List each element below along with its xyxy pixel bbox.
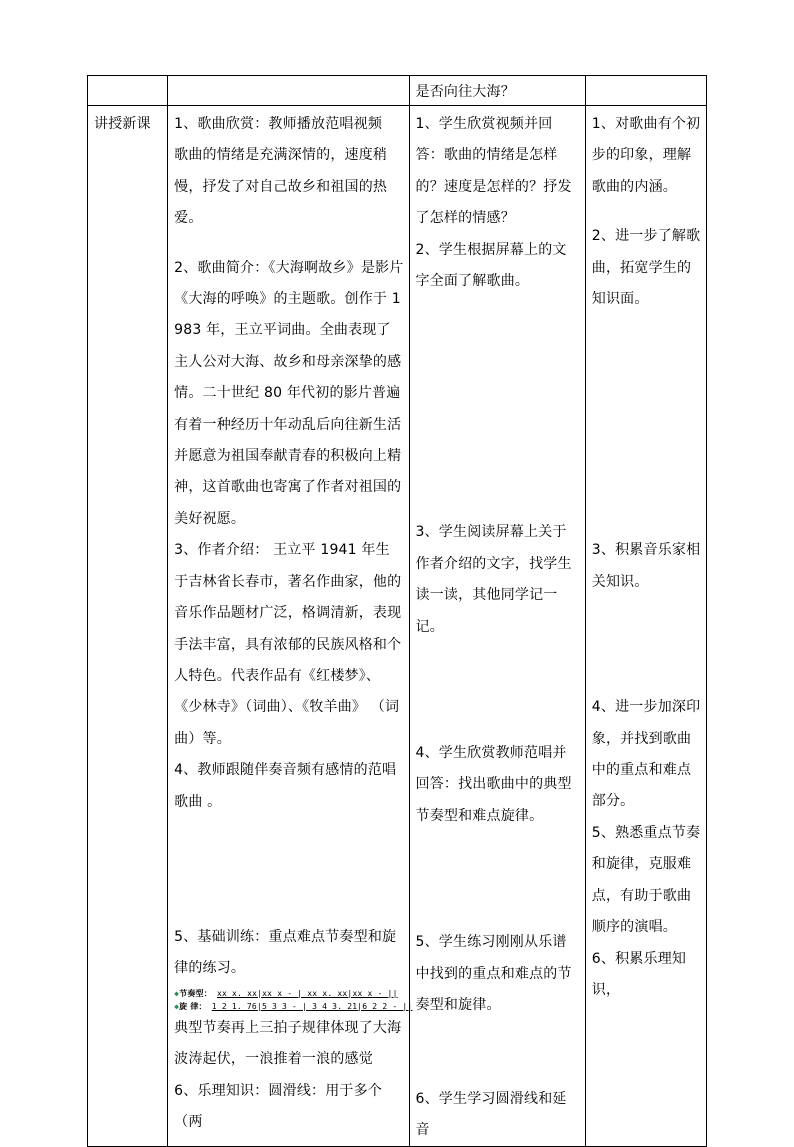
section-label-cell (88, 106, 168, 1147)
purpose-6: 6、积累乐理知识， (591, 950, 687, 998)
purpose-4: 4、进一步加深印象，并找到歌曲中的重点和难点部分。 (591, 699, 701, 810)
rhythm-notation: ◆节奏型： xx x. xx|xx x - | xx x. xx|xx x - || ◆旋 律： 1 2 1. 76|5 3 3 - | 3 4 3. 21|6 2 2 - || (174, 988, 413, 1011)
teacher-step-5: 5、基础训练：重点难点节奏型和旋律的练习。 (174, 928, 397, 977)
teacher-step-5-detail: 典型节奏再上三拍子规律体现了大海波涛起伏，一浪推着一浪的感觉 (174, 1019, 402, 1068)
lesson-plan-table (87, 75, 707, 1147)
teacher-step-1: 1、歌曲欣赏：教师播放范唱视频 (174, 116, 383, 132)
student-step-2: 2、学生根据屏幕上的文字全面了解歌曲。 (415, 241, 567, 290)
student-activity-cell (409, 106, 585, 1147)
teacher-activity-cell (168, 106, 413, 1147)
table-cell (168, 76, 409, 106)
student-step-1: 1、学生欣赏视频并回答：歌曲的情绪是怎样的？速度是怎样的？抒发了怎样的情感？ (415, 116, 572, 227)
teacher-step-2: 2、歌曲简介：《大海啊故乡》是影片《大海的呼唤》的主题歌。创作于 1983 年，王立平词曲。全曲表现了主人公对大海、故乡和母亲深挚的感情。二十世纪 80 年代初的影片普遍有着一种经历十年动乱后向往新生活并愿意为祖国奉献青春的积极向上精神，这首歌曲也寄寓了作者对祖国的美好祝愿。 (174, 259, 404, 527)
student-step-6: 6、学生学习圆滑线和延音 (415, 1090, 567, 1138)
teacher-step-6: 6、乐理知识：圆滑线：用于多个（两 (174, 1082, 383, 1130)
teacher-step-3: 3、作者介绍： 王立平 1941 年生于吉林省长春市，著名作曲家，他的音乐作品题材广泛，格调清新，表现手法丰富，具有浓郁的民族风格和个人特色。代表作品有《红楼梦》、 《少林寺》（词曲）、《牧羊曲》 （词曲）等。 (174, 542, 402, 747)
purpose-3: 3、积累音乐家相关知识。 (591, 542, 701, 590)
student-step-4: 4、学生欣赏教师范唱并回答：找出歌曲中的典型节奏型和难点旋律。 (415, 745, 572, 824)
purpose-1: 1、对歌曲有个初步的印象，理解歌曲的内涵。 (591, 116, 701, 195)
question-text: 是否向往大海？ (415, 84, 515, 100)
student-step-5: 5、学生练习刚刚从乐谱中找到的重点和难点的节奏型和旋律。 (415, 934, 572, 1014)
teacher-step-1-detail: 歌曲的情绪是充满深情的，速度稍慢，抒发了对自己故乡和祖国的热爱。 (174, 147, 388, 227)
student-step-3: 3、学生阅读屏幕上关于作者介绍的文字，找学生读一读，其他同学记一记。 (415, 524, 572, 635)
green-diamond-icon: ◆ (174, 1001, 180, 1011)
green-diamond-icon: ◆ (174, 988, 180, 998)
purpose-2: 2、进一步了解歌曲，拓宽学生的知识面。 (591, 228, 701, 308)
section-label: 讲授新课 (94, 116, 151, 132)
purpose-cell (585, 106, 706, 1147)
table-row (88, 76, 707, 106)
table-cell (88, 76, 168, 106)
teacher-step-4: 4、教师跟随伴奏音频有感情的范唱歌曲 。 (174, 762, 397, 810)
table-cell (585, 76, 706, 106)
purpose-5: 5、熟悉重点节奏和旋律，克服难点，有助于歌曲顺序的演唱。 (591, 824, 701, 936)
table-cell (409, 76, 585, 106)
table-row (88, 106, 707, 1147)
